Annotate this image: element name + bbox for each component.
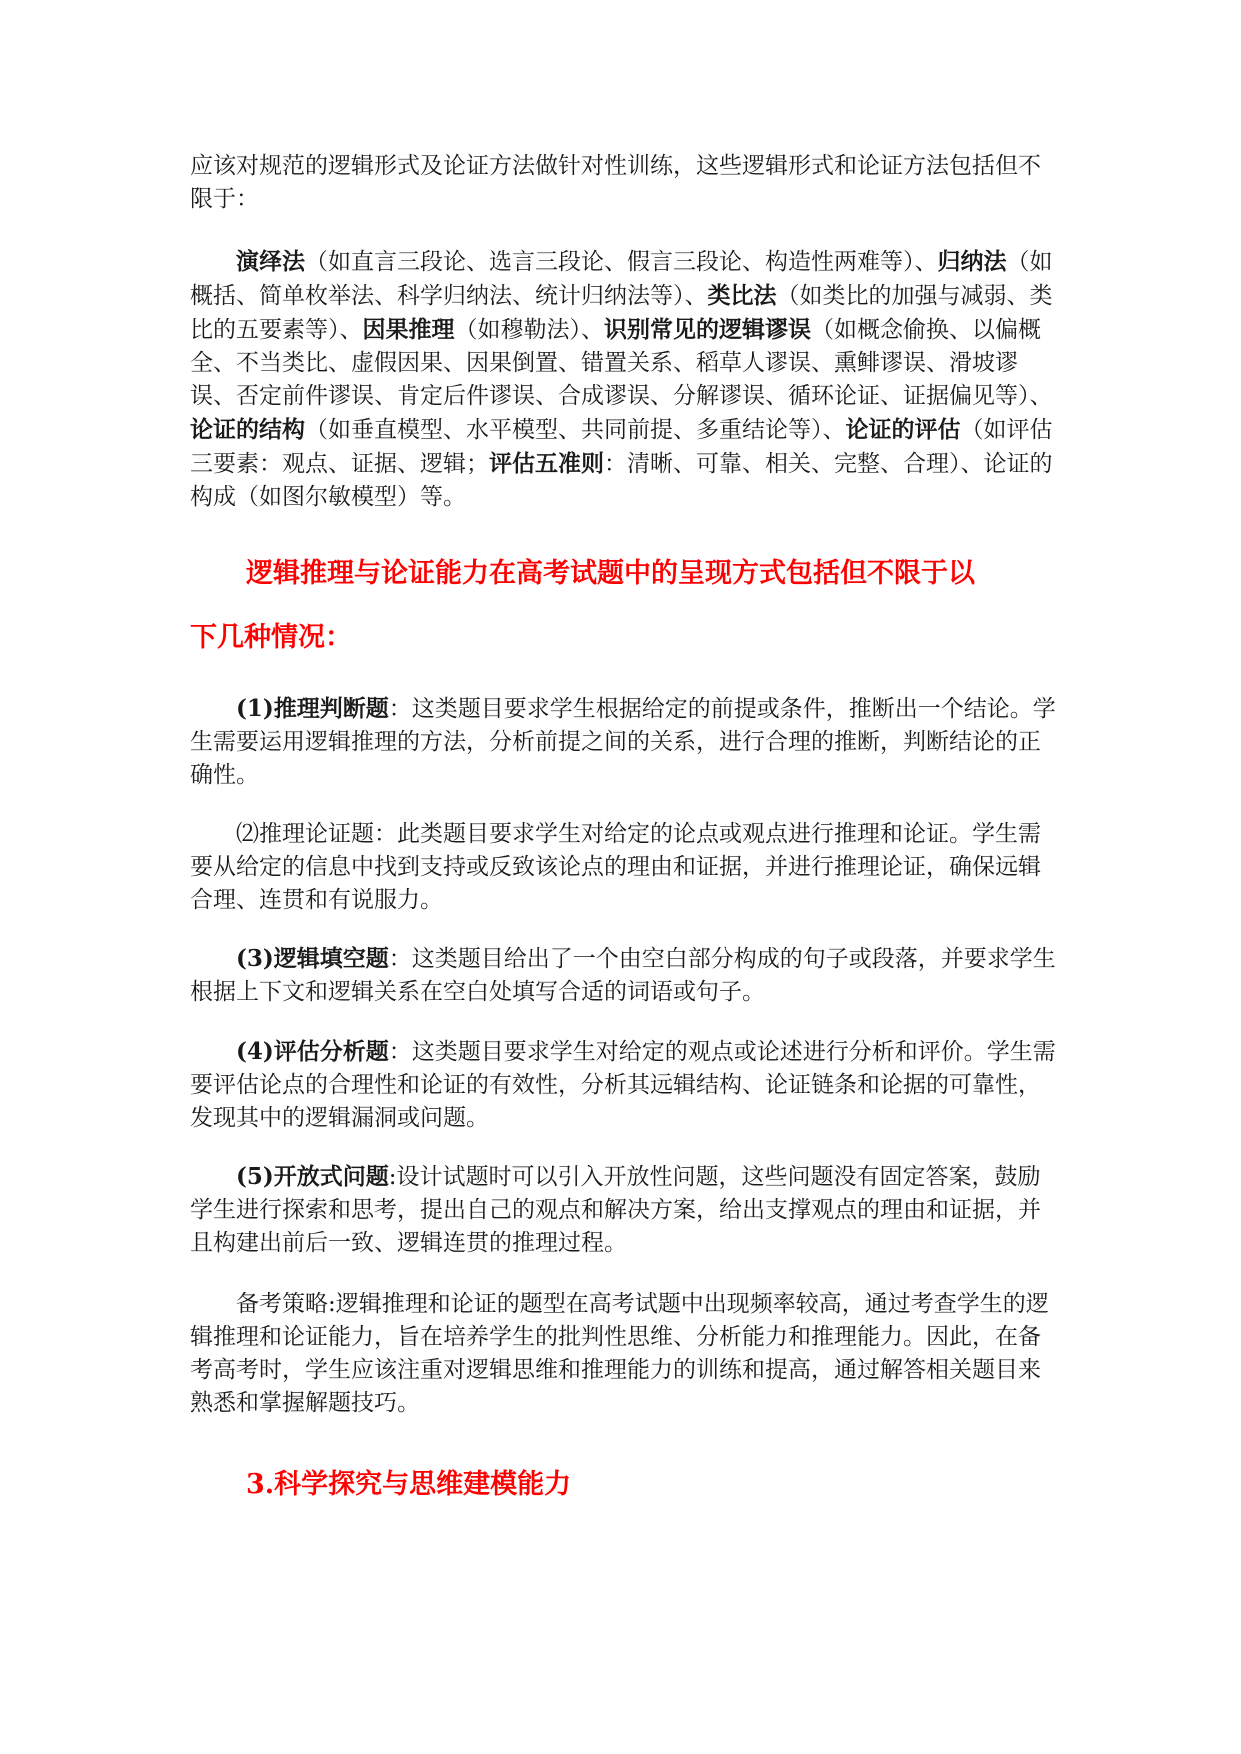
section-heading-line2: 下几种情况： [190,622,352,653]
item-1: (1)推理判断题：这类题目要求学生根据给定的前提或条件，推断出一个结论。学生需要运用逻辑推理的方法，分析前提之间的关系，进行合理的推断，判断结论的正确性。 [190,695,1056,788]
term-fallacies: 识别常见的逻辑谬误 [604,316,811,343]
term-five-criteria: 评估五准则 [489,450,604,477]
term-deduction: 演绎法 [236,248,305,275]
item-4: (4)评估分析题：这类题目要求学生对给定的观点或论述进行分析和评价。学生需要评估论点的合理性和论证的有效性，分析其远辑结构、论证链条和论据的可靠性，发现其中的逻辑漏洞或问题。 [190,1038,1056,1131]
term-analogy: 类比法 [707,282,777,309]
item-2: ⑵推理论证题：此类题目要求学生对给定的论点或观点进行推理和论证。学生需要从给定的信息中找到支持或反致该论点的理由和证据，并进行推理论证，确保远辑合理、连贯和有说服力。 [190,821,1041,913]
methods-paragraph: 演绎法（如直言三段论、选言三段论、假言三段论、构造性两难等）、归纳法（如概括、简单枚举法、科学归纳法、统计归纳法等）、类比法（如类比的加强与减弱、类比的五要素等）、因果推理（如穆勒法）、识别常见的逻辑谬误（如概念偷换、以偏概全、不当类比、虚假因果、因果倒置、错置关系、稻草人谬误、熏鲱谬误、滑坡谬误、否定前件谬误、肯定后件谬误、合成谬误、分解谬误、循环论证、证据偏见等）、论证的结构（如垂直模型、水平模型、共同前提、多重结论等）、论证的评估（如评估三要素：观点、证据、逻辑；评估五准则：清晰、可靠、相关、完整、合理）、论证的构成（如图尔敏模型）等。 [190,248,1053,510]
term-induction: 归纳法 [937,248,1007,275]
item-5: (5)开放式问题:设计试题时可以引入开放性问题，这些问题没有固定答案，鼓励学生进行探索和思考，提出自己的观点和解决方案，给出支撑观点的理由和证据，并且构建出前后一致、逻辑连贯的推理过程。 [190,1163,1041,1256]
term-structure: 论证的结构 [190,416,305,443]
item-3: (3)逻辑填空题：这类题目给出了一个由空白部分构成的句子或段落，并要求学生根据上下文和逻辑关系在空白处填写合适的词语或句子。 [190,945,1056,1005]
section-heading-line1: 逻辑推理与论证能力在高考试题中的呈现方式包括但不限于以 [246,558,975,589]
term-causal: 因果推理 [362,316,455,343]
section-heading-3: 3.科学探究与思维建模能力 [246,1469,572,1500]
intro-paragraph: 应该对规范的逻辑形式及论证方法做针对性训练，这些逻辑形式和论证方法包括但不限于： [190,153,1041,212]
strategy-paragraph: 备考策略:逻辑推理和论证的题型在高考试题中出现频率较高，通过考查学生的逻辑推理和论证能力，旨在培养学生的批判性思维、分析能力和推理能力。因此，在备考高考时，学生应该注重对逻辑思维和推理能力的训练和提高，通过解答相关题目来熟悉和掌握解题技巧。 [190,1291,1049,1416]
term-evaluation: 论证的评估 [845,416,961,443]
